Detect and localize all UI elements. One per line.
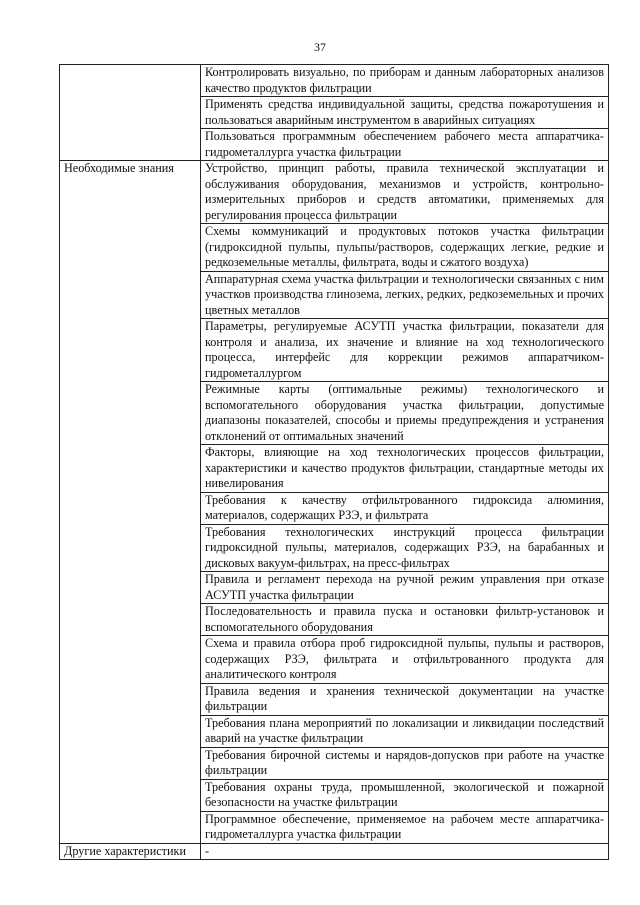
knowledge-item: Факторы, влияющие на ход технологических процессов фильтрации, характеристики и качество продуктов фильтрации, стандартные методы их нивелирования [201,445,609,493]
knowledge-item: Правила ведения и хранения технической документации на участке фильтрации [201,683,609,715]
competency-table [59,64,609,860]
skill-item: Применять средства индивидуальной защиты, средства пожаротушения и пользоваться аварийным инструментом в аварийных ситуациях [201,97,609,129]
knowledge-item: Правила и регламент перехода на ручной режим управления при отказе АСУТП участка фильтрации [201,572,609,604]
knowledge-item: Параметры, регулируемые АСУТП участка фильтрации, показатели для контроля и анализа, их значение и влияние на ход технологического процесса, интерфейс для коррекции режимов аппаратчиком-гидрометаллургом [201,319,609,382]
knowledge-item: Требования охраны труда, промышленной, экологической и пожарной безопасности на участке фильтрации [201,779,609,811]
other-characteristics-value: - [201,843,609,860]
skill-item: Контролировать визуально, по приборам и данным лабораторных анализов качество продуктов фильтрации [201,65,609,97]
knowledge-item: Требования технологических инструкций процесса фильтрации гидроксидной пульпы, материалов, содержащих РЗЭ, на барабанных и дисковых вакуум-фильтрах, на пресс-фильтрах [201,524,609,572]
knowledge-item: Последовательность и правила пуска и остановки фильтр-установок и вспомогательного оборудования [201,604,609,636]
skill-item: Пользоваться программным обеспечением рабочего места аппаратчика-гидрометаллурга участка фильтрации [201,129,609,161]
knowledge-item: Аппаратурная схема участка фильтрации и технологически связанных с ним участков производства глинозема, легких, редких, редкоземельных и прочих цветных металлов [201,271,609,319]
table-row [60,843,609,860]
knowledge-item: Схемы коммуникаций и продуктовых потоков участка фильтрации (гидроксидной пульпы, пульпы/растворов, содержащих легкие, редкие и редкоземельные металлы, фильтрата, воды и сжатого воздуха) [201,224,609,272]
knowledge-item: Требования бирочной системы и нарядов-допусков при работе на участке фильтрации [201,747,609,779]
knowledge-item: Требования плана мероприятий по локализации и ликвидации последствий аварий на участке фильтрации [201,715,609,747]
knowledge-item: Требования к качеству отфильтрованного гидроксида алюминия, материалов, содержащих РЗЭ, и фильтрата [201,492,609,524]
knowledge-item: Схема и правила отбора проб гидроксидной пульпы, пульпы и растворов, содержащих РЗЭ, фильтрата и отфильтрованного продукта для аналитического контроля [201,636,609,684]
skills-label-cell [60,65,201,161]
other-characteristics-label: Другие характеристики [60,843,201,860]
table-row [60,65,609,97]
knowledge-item: Программное обеспечение, применяемое на рабочем месте аппаратчика-гидрометаллурга участка фильтрации [201,811,609,843]
page-number: 37 [314,40,326,54]
knowledge-item: Устройство, принцип работы, правила технической эксплуатации и обслуживания оборудования, механизмов и устройств, контрольно-измерительных приборов и средств автоматики, применяемых для регулирования процесса фильтрации [201,161,609,224]
table-row [60,161,609,224]
knowledge-item: Режимные карты (оптимальные режимы) технологического и вспомогательного оборудования участка фильтрации, допустимые диапазоны показателей, способы и приемы предупреждения и устранения отклонений от оптимальных значений [201,382,609,445]
knowledge-label: Необходимые знания [60,161,201,844]
